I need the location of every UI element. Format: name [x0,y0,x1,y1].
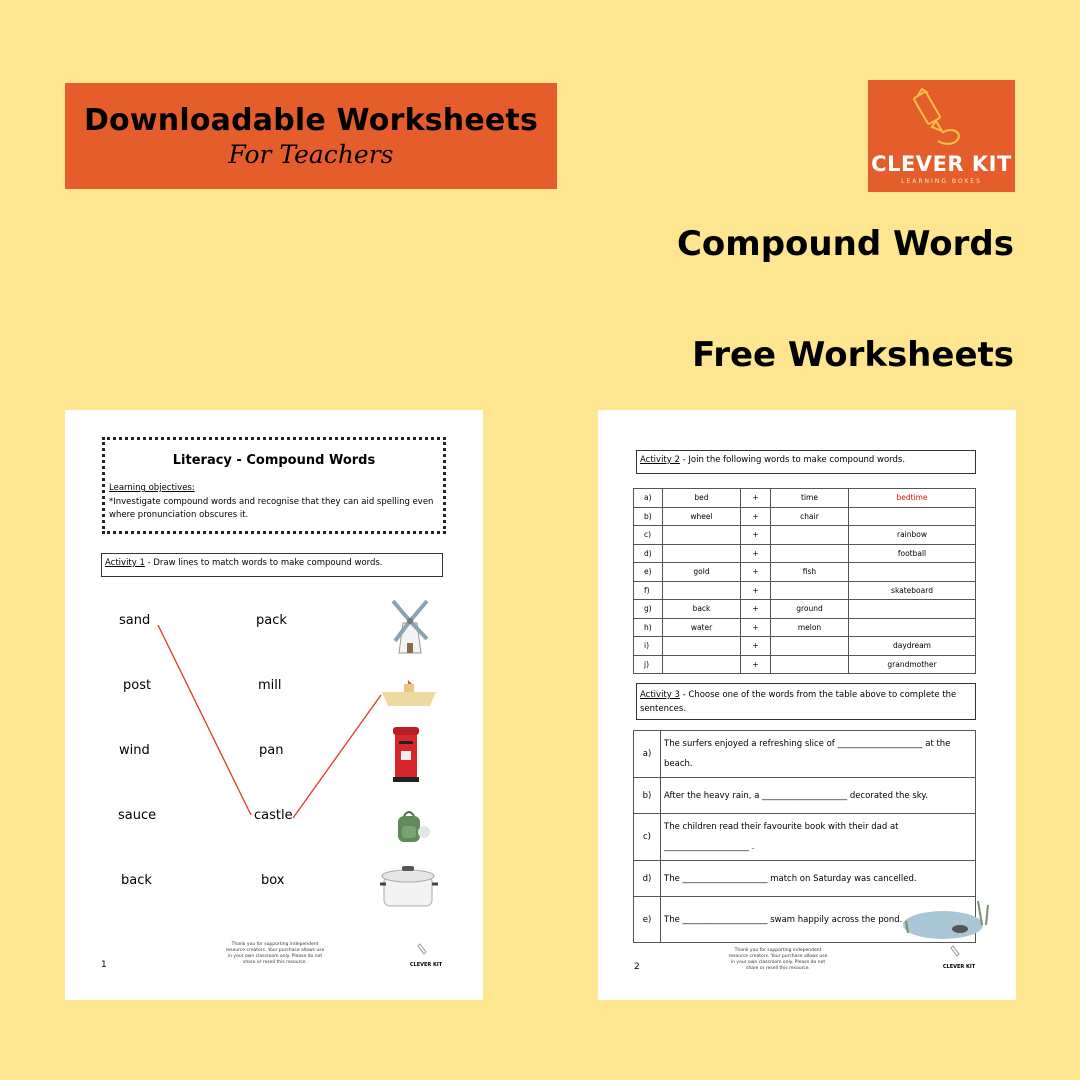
plus-sign: + [741,581,771,600]
compound-word: bedtime [849,489,976,508]
first-word [663,655,741,674]
first-word: bed [663,489,741,508]
backpack-icon [392,808,432,846]
first-word: gold [663,563,741,582]
row-letter: h) [634,618,663,637]
sentence-text[interactable]: The surfers enjoyed a refreshing slice of ____________________ at the beach. [661,731,976,778]
logo-name: CLEVER KIT [871,152,1012,176]
table-row [634,563,976,582]
table-row [634,637,976,656]
row-letter: g) [634,600,663,619]
mini-pencil-icon [950,944,964,958]
sentence-text[interactable]: After the heavy rain, a ____________________ decorated the sky. [661,778,976,814]
table-row [634,526,976,545]
second-word: ground [771,600,849,619]
heading-free-worksheets: Free Worksheets [692,335,1014,375]
plus-sign: + [741,489,771,508]
sentence-row [634,778,976,814]
sentence-row [634,861,976,897]
footer-note: Thank you for supporting independent resource creators. Your purchase allows use in your own classroom only. Please do not share or resell this resource. [728,948,828,971]
second-word: fish [771,563,849,582]
first-word [663,526,741,545]
table-row [634,507,976,526]
right-word: box [261,873,285,888]
row-letter: a) [634,489,663,508]
activity-2-label: Activity 2 [640,455,680,465]
sentence-letter: b) [634,778,661,814]
activity-3-label: Activity 3 [640,690,680,700]
plus-sign: + [741,544,771,563]
plus-sign: + [741,600,771,619]
left-word: sand [119,613,151,628]
logo-tagline: LEARNING BOXES [901,178,982,185]
compound-word: grandmother [849,655,976,674]
footer-logo: CLEVER KIT [409,962,443,968]
table-row [634,581,976,600]
second-word [771,581,849,600]
table-row [634,618,976,637]
sentence-text[interactable]: The ____________________ swam happily across the pond. [661,897,976,943]
compound-word: football [849,544,976,563]
activity-1-label: Activity 1 [105,558,145,568]
plus-sign: + [741,655,771,674]
pond-icon [898,895,993,945]
second-word [771,637,849,656]
worksheet-title: Literacy - Compound Words [172,453,376,468]
page-number: 2 [634,962,640,972]
row-letter: d) [634,544,663,563]
sandcastle-icon [378,680,440,710]
first-word [663,581,741,600]
right-word: pan [259,743,284,758]
sentence-text[interactable]: The children read their favourite book with their dad at ____________________ . [661,814,976,861]
saucepan-icon [378,864,440,910]
activity-2-text: - Join the following words to make compound words. [679,455,906,465]
activity-2-box [636,450,976,474]
footer-note: Thank you for supporting independent resource creators. Your purchase allows use in your own classroom only. Please do not share or resell this resource. [225,942,325,965]
sentence-text[interactable]: The ____________________ match on Saturday was cancelled. [661,861,976,897]
second-word: melon [771,618,849,637]
objectives-text: *Investigate compound words and recognise that they can aid spelling even where pronunciation obscures it. [109,497,434,520]
second-word: chair [771,507,849,526]
left-word: wind [119,743,150,758]
plus-sign: + [741,526,771,545]
table-row [634,489,976,508]
sentence-letter: a) [634,731,661,778]
row-letter: c) [634,526,663,545]
row-letter: i) [634,637,663,656]
match-line [293,695,381,818]
table-row [634,600,976,619]
banner-subtitle: For Teachers [228,140,394,169]
second-word [771,655,849,674]
table-row [634,544,976,563]
compound-word: skateboard [849,581,976,600]
first-word [663,544,741,563]
activity-3-text: - Choose one of the words from the table above to complete the sentences. [640,690,957,714]
row-letter: f) [634,581,663,600]
match-line [158,625,251,815]
pencil-icon [912,85,972,151]
windmill-icon [385,593,435,658]
sentence-letter: e) [634,897,661,943]
row-letter: b) [634,507,663,526]
second-word [771,544,849,563]
first-word: back [663,600,741,619]
right-word: pack [256,613,287,628]
worksheet-page-1[interactable] [65,410,483,1000]
compound-word[interactable] [849,563,976,582]
table-row [634,655,976,674]
worksheet-page-2[interactable] [598,410,1016,1000]
postbox-icon [393,725,419,783]
plus-sign: + [741,618,771,637]
heading-compound-words: Compound Words [676,224,1014,264]
compound-word[interactable] [849,618,976,637]
second-word [771,526,849,545]
activity-3-box [636,683,976,720]
sentence-letter: c) [634,814,661,861]
left-word: sauce [118,808,157,823]
footer-logo: CLEVER KIT [942,964,976,970]
right-word: castle [254,808,293,823]
objectives-label: Learning objectives: [109,483,195,493]
first-word: water [663,618,741,637]
mini-pencil-icon [417,942,431,956]
banner-title: Downloadable Worksheets [83,103,539,138]
sentence-letter: d) [634,861,661,897]
clever-kit-logo[interactable] [868,80,1015,192]
banner [65,83,557,189]
sentence-row [634,731,976,778]
plus-sign: + [741,507,771,526]
row-letter: j) [634,655,663,674]
first-word [663,637,741,656]
plus-sign: + [741,637,771,656]
activity-1-text: - Draw lines to match words to make compound words. [144,558,383,568]
sentence-row [634,814,976,861]
second-word: time [771,489,849,508]
left-word: back [121,873,152,888]
compound-word[interactable] [849,600,976,619]
compound-words-table [633,488,976,674]
compound-word[interactable] [849,507,976,526]
plus-sign: + [741,563,771,582]
compound-word: rainbow [849,526,976,545]
page-number: 1 [101,960,107,970]
row-letter: e) [634,563,663,582]
right-word: mill [258,678,282,693]
compound-word: daydream [849,637,976,656]
left-word: post [123,678,152,693]
first-word: wheel [663,507,741,526]
